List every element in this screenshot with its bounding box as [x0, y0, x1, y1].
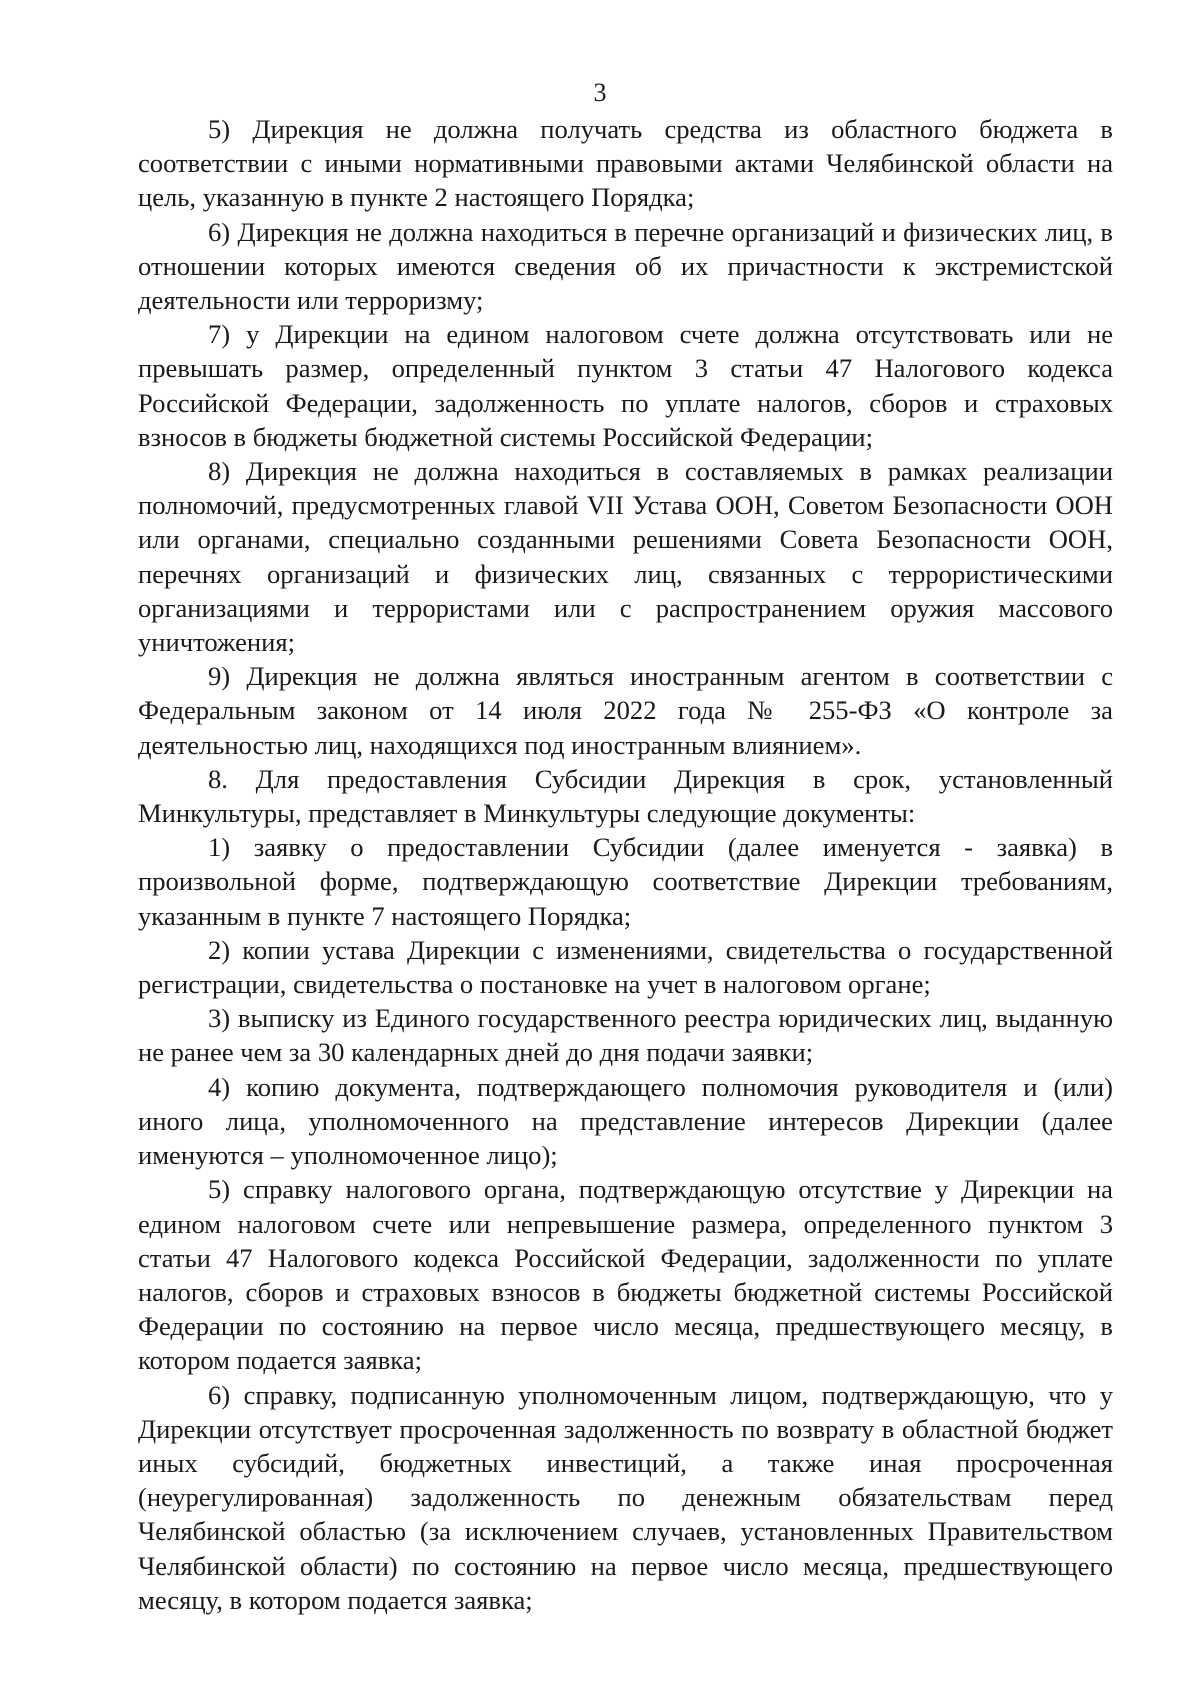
paragraph-doc-1: 1) заявку о предоставлении Субсидии (далее именуется - заявка) в произвольной форме, подтверждающую соответствие Дирекции требованиям, указанным в пункте 7 настоящего Порядка; — [138, 832, 1113, 931]
paragraph-item-9: 9) Дирекция не должна являться иностранным агентом в соответствии с Федеральным законом от 14 июля 2022 года № 255-ФЗ «О контроле за деятельностью лиц, находящихся под иностранным влиянием». — [138, 661, 1113, 760]
paragraph-item-5: 5) Дирекция не должна получать средства из областного бюджета в соответствии с иными нормативными правовыми актами Челябинской области на цель, указанную в пункте 2 настоящего Порядка; — [138, 114, 1113, 213]
paragraph-doc-4: 4) копию документа, подтверждающего полномочия руководителя и (или) иного лица, уполномоченного на представление интересов Дирекции (далее именуются – уполномоченное лицо); — [138, 1071, 1113, 1171]
paragraph-item-7: 7) у Дирекции на едином налоговом счете должна отсутствовать или не превышать размер, определенный пунктом 3 статьи 47 Налогового кодекса Российской Федерации, задолженность по уплате налогов, сборов и страховых взносов в бюджеты бюджетной системы Российской Федерации; — [138, 319, 1113, 452]
document-body — [138, 112, 1113, 1617]
paragraph-doc-6: 6) справку, подписанную уполномоченным лицом, подтверждающую, что у Дирекции отсутствует просроченная задолженность по возврату в областной бюджет иных субсидий, бюджетных инвестиций, а также иная просроченная (неурегулированная) задолженность по денежным обязательствам перед Челябинской областью (за исключением случаев, установленных Правительством Челябинской области) по состоянию на первое число месяца, предшествующего месяцу, в котором подается заявка; — [138, 1379, 1113, 1615]
paragraph-doc-3: 3) выписку из Единого государственного реестра юридических лиц, выданную не ранее чем за 30 календарных дней до дня подачи заявки; — [138, 1003, 1113, 1068]
paragraph-doc-2: 2) копии устава Дирекции с изменениями, свидетельства о государственной регистрации, свидетельства о постановке на учет в налоговом органе; — [138, 934, 1113, 1000]
paragraph-item-6: 6) Дирекция не должна находиться в перечне организаций и физических лиц, в отношении которых имеются сведения об их причастности к экстремистской деятельности или терроризму; — [138, 216, 1113, 316]
page-number: 3 — [593, 78, 607, 107]
paragraph-doc-5: 5) справку налогового органа, подтверждающую отсутствие у Дирекции на едином налоговом счете или непревышение размера, определенного пунктом 3 статьи 47 Налогового кодекса Российской Федерации, задолженности по уплате налогов, сборов и страховых взносов в бюджеты бюджетной системы Российской Федерации по состоянию на первое число месяца, предшествующего месяцу, в котором подается заявка; — [138, 1174, 1113, 1376]
paragraph-item-8: 8) Дирекция не должна находиться в составляемых в рамках реализации полномочий, предусмотренных главой VII Устава ООН, Советом Безопасности ООН или органами, специально созданными решениями Совета Безопасности ООН, перечнях организаций и физических лиц, связанных с террористическими организациями и террористами или с распространением оружия массового уничтожения; — [138, 456, 1113, 658]
paragraph-section-8: 8. Для предоставления Субсидии Дирекция в срок, установленный Минкультуры, представляет в Минкультуры следующие документы: — [138, 763, 1113, 829]
